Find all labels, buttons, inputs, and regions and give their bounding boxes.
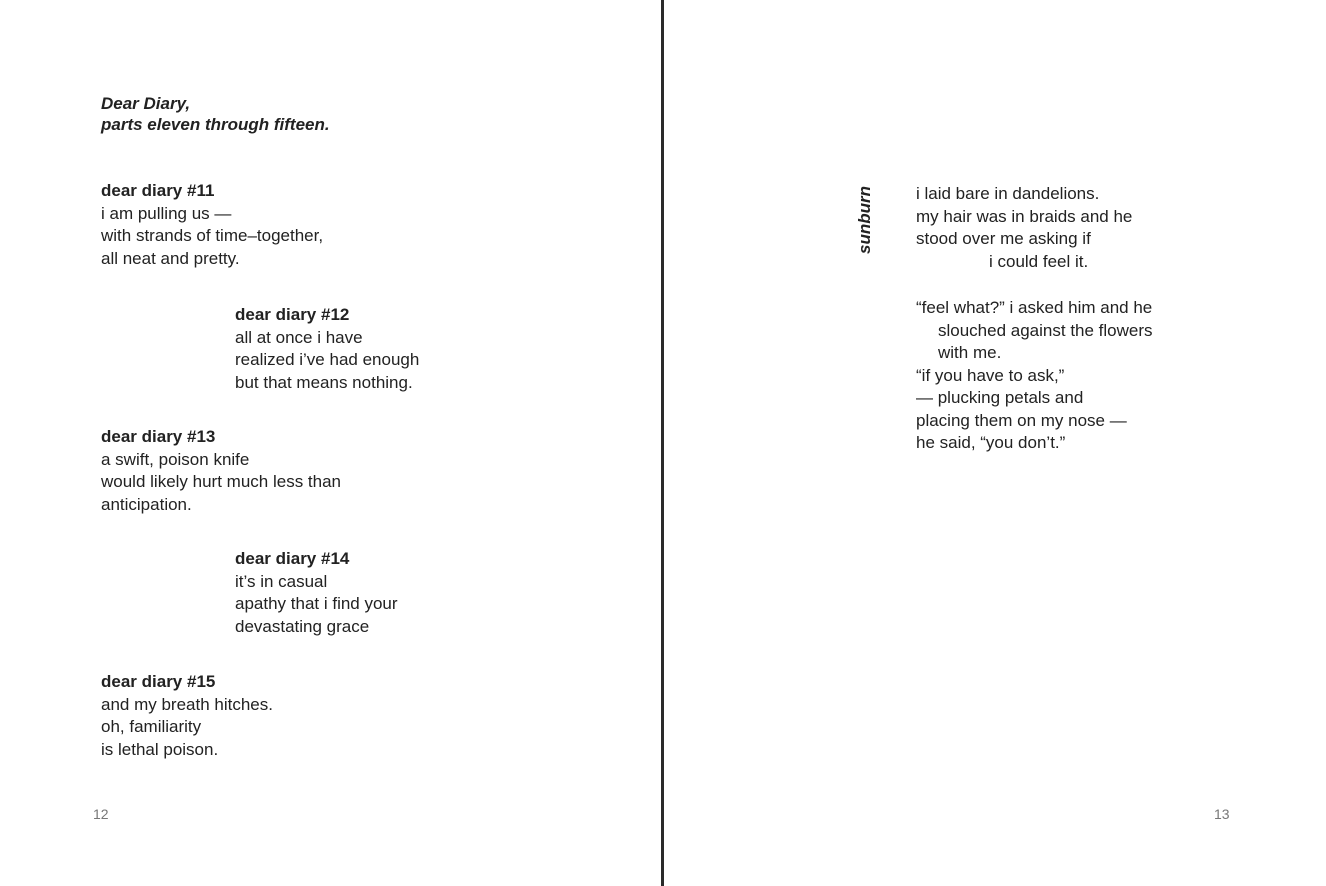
entry-line: would likely hurt much less than xyxy=(101,472,342,491)
entry-line: it’s in casual xyxy=(235,571,328,591)
poem-line: — plucking petals and xyxy=(916,388,1084,407)
entry-line: a swift, poison knife xyxy=(101,449,250,469)
poem-title-vertical: sunburn xyxy=(855,186,874,254)
entry-line: is lethal poison. xyxy=(101,739,219,759)
entry-line: all at once i have xyxy=(235,327,363,347)
diary-entry-11 xyxy=(101,180,323,270)
poem-stanza-1 xyxy=(916,183,1132,273)
poem-stanza-2 xyxy=(916,297,1153,455)
poem-line: i could feel it. xyxy=(989,251,1089,271)
entry-heading: dear diary #15 xyxy=(101,672,216,691)
poem-line: my hair was in braids and he xyxy=(916,206,1133,226)
entry-heading: dear diary #14 xyxy=(235,549,350,568)
entry-line: with strands of time–together, xyxy=(101,226,324,245)
left-page xyxy=(0,0,661,886)
entry-heading: dear diary #11 xyxy=(101,181,215,200)
page-number-right: 13 xyxy=(1214,806,1230,822)
poem-line: stood over me asking if xyxy=(916,229,1091,248)
entry-line: all neat and pretty. xyxy=(101,248,240,268)
entry-line: realized i’ve had enough xyxy=(235,350,420,369)
poem-line: slouched against the flowers xyxy=(938,320,1153,340)
entry-line: oh, familiarity xyxy=(101,717,202,736)
title-line: Dear Diary, xyxy=(101,94,191,113)
poem-line: “if you have to ask,” xyxy=(916,365,1065,385)
entry-heading: dear diary #13 xyxy=(101,427,216,446)
poem-line: placing them on my nose — xyxy=(916,410,1127,430)
right-page xyxy=(664,0,1326,886)
title-line: parts eleven through fifteen. xyxy=(101,115,330,134)
entry-line: but that means nothing. xyxy=(235,372,413,392)
poem-line: with me. xyxy=(938,343,1002,362)
diary-entry-14 xyxy=(235,548,398,638)
poem-line: he said, “you don’t.” xyxy=(916,433,1066,452)
diary-entry-13 xyxy=(101,426,341,516)
page-title xyxy=(101,93,330,135)
poem-line: “feel what?” i asked him and he xyxy=(916,298,1153,317)
entry-line: anticipation. xyxy=(101,494,192,514)
diary-entry-15 xyxy=(101,671,273,761)
poem-line: i laid bare in dandelions. xyxy=(916,184,1100,203)
entry-line: apathy that i find your xyxy=(235,594,398,613)
entry-heading: dear diary #12 xyxy=(235,305,350,324)
entry-line: devastating grace xyxy=(235,616,370,636)
entry-line: i am pulling us — xyxy=(101,203,232,223)
entry-line: and my breath hitches. xyxy=(101,694,273,714)
diary-entry-12 xyxy=(235,304,419,394)
page-number-left: 12 xyxy=(93,806,109,822)
